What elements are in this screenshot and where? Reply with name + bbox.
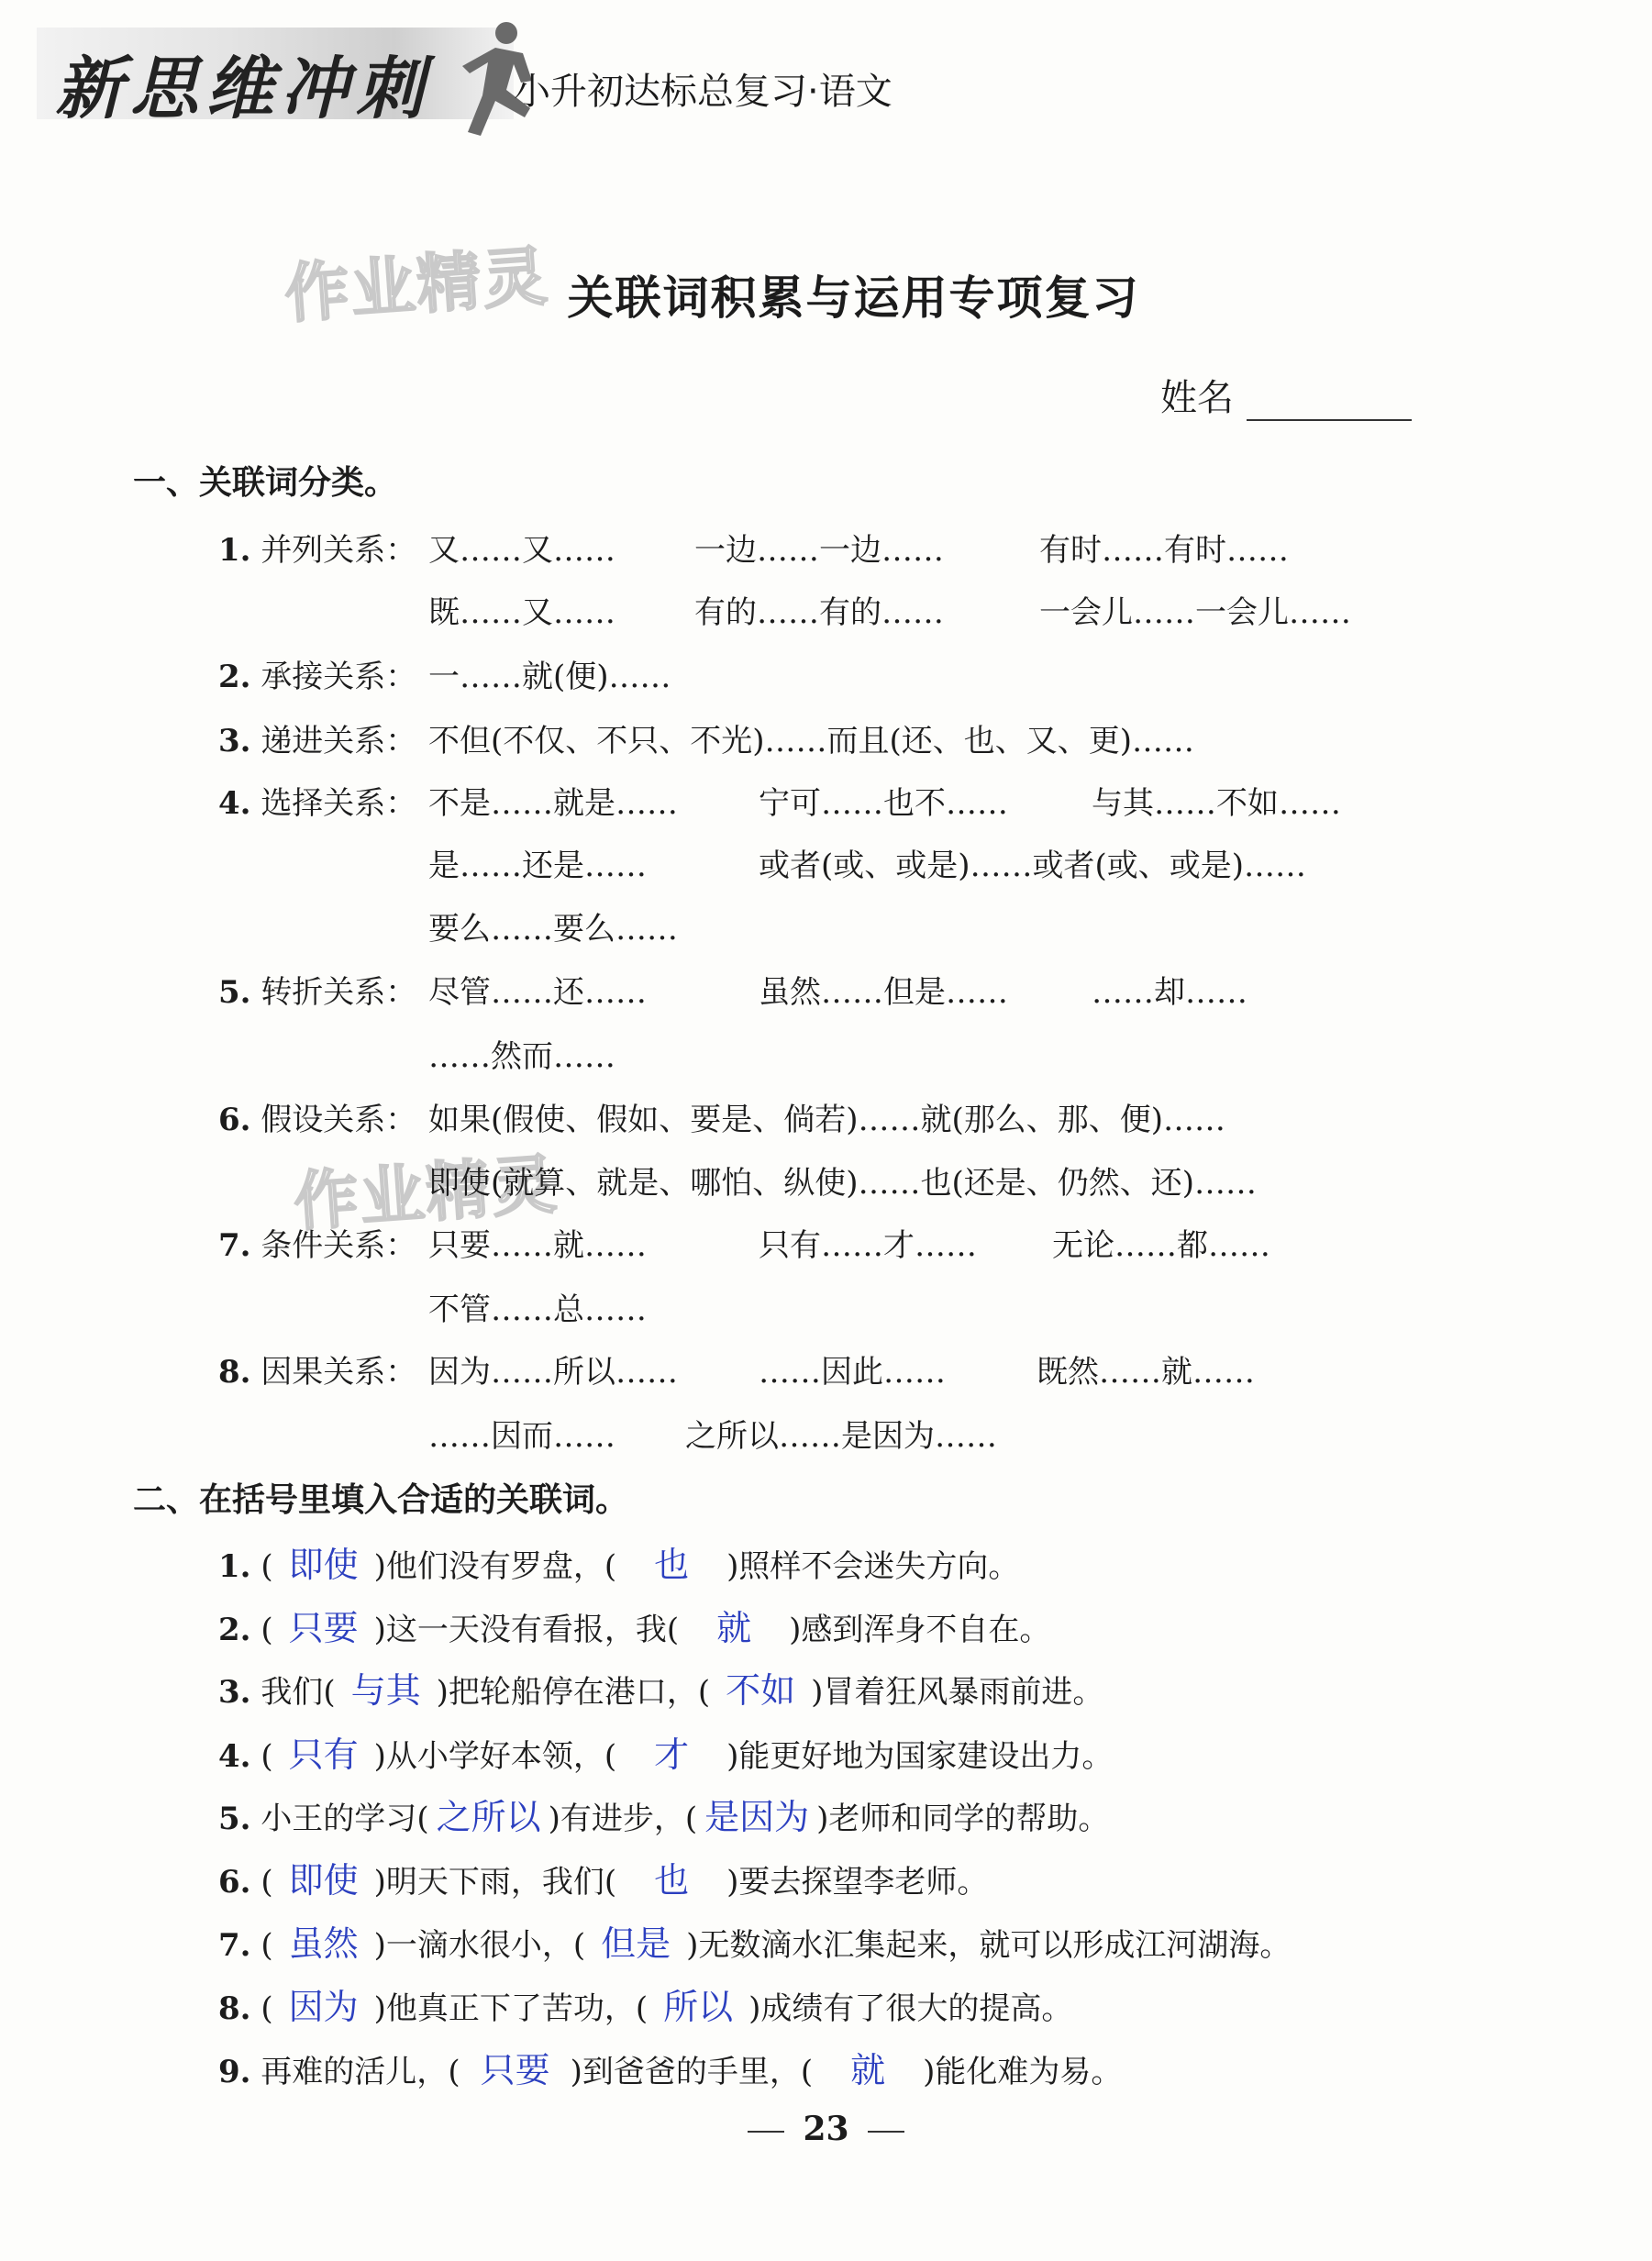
answer-blank[interactable]: 就 <box>850 2050 886 2090</box>
connective-item: 如果(假使、假如、要是、倘若)……就(那么、那、便)…… <box>428 1102 1226 1138</box>
category-label: 2. 承接关系： <box>218 659 417 695</box>
exercise-item: 3. 我们( 与其 )把轮船停在港口，( 不如 )冒着狂风暴雨前进。 <box>218 1662 1103 1712</box>
connective-item: 尽管……还…… <box>428 974 647 1011</box>
page-title: 关联词积累与运用专项复习 <box>567 271 1140 325</box>
connective-item: 既然……就…… <box>1037 1354 1255 1391</box>
header <box>37 17 954 127</box>
section-heading: 一、关联词分类。 <box>133 464 398 502</box>
answer-blank[interactable]: 只有 <box>288 1735 359 1775</box>
name-label: 姓名 <box>1160 377 1234 419</box>
header-subtitle: 小升初达标总复习·语文 <box>514 71 893 113</box>
connective-item: ……因而…… <box>428 1418 615 1455</box>
answer-blank[interactable]: 因为 <box>288 1987 359 2027</box>
connective-item: 之所以……是因为…… <box>685 1418 997 1455</box>
connective-item: 一边……一边…… <box>694 532 944 569</box>
connective-item: 宁可……也不…… <box>759 785 1008 822</box>
section-heading: 二、在括号里填入合适的关联词。 <box>133 1481 629 1519</box>
connective-item: 一会儿……一会儿…… <box>1039 594 1351 631</box>
category-label: 1. 并列关系： <box>218 532 417 569</box>
exercise-item: 8. ( 因为 )他真正下了苦功，( 所以 )成绩有了很大的提高。 <box>218 1978 1072 2029</box>
answer-blank[interactable]: 虽然 <box>288 1923 359 1964</box>
connective-item: ……然而…… <box>428 1038 615 1075</box>
name-field <box>1160 369 1412 421</box>
connective-item: 不但(不仅、不只、不光)……而且(还、也、又、更)…… <box>428 723 1195 759</box>
connective-item: 虽然……但是…… <box>759 974 1008 1011</box>
answer-blank[interactable]: 不如 <box>726 1670 796 1711</box>
connective-item: ……因此…… <box>759 1354 946 1391</box>
connective-item: 因为……所以…… <box>428 1354 678 1391</box>
exercise-item: 6. ( 即使 )明天下雨，我们( 也 )要去探望李老师。 <box>218 1852 988 1902</box>
connective-item: 有时……有时…… <box>1039 532 1289 569</box>
connective-item: ……却…… <box>1092 974 1247 1011</box>
watermark: 作业精灵 <box>291 1147 560 1240</box>
connective-item: 有的……有的…… <box>694 594 944 631</box>
connective-item: 既……又…… <box>428 594 615 631</box>
category-label: 6. 假设关系： <box>218 1102 417 1138</box>
answer-blank[interactable]: 也 <box>654 1545 690 1585</box>
answer-blank[interactable]: 才 <box>654 1735 690 1775</box>
category-label: 5. 转折关系： <box>218 974 417 1011</box>
dash-right <box>868 2131 904 2133</box>
connective-item: 要么……要么…… <box>428 911 678 948</box>
exercise-item: 2. ( 只要 )这一天没有看报，我( 就 )感到浑身不自在。 <box>218 1600 1050 1650</box>
connective-item: 或者(或、或是)……或者(或、或是)…… <box>759 848 1307 884</box>
dash-left <box>748 2131 784 2133</box>
exercise-item: 9. 再难的活儿，( 只要 )到爸爸的手里，( 就 )能化难为易。 <box>218 2042 1122 2092</box>
page-number: 23 <box>0 2110 1652 2148</box>
answer-blank[interactable]: 与其 <box>350 1670 421 1711</box>
brand-logo: 新思维冲刺 <box>55 50 431 128</box>
name-blank <box>1247 382 1412 421</box>
answer-blank[interactable]: 就 <box>716 1608 752 1648</box>
connective-item: 不管……总…… <box>428 1291 647 1328</box>
category-label: 4. 选择关系： <box>218 785 417 822</box>
connective-item: 是……还是…… <box>428 848 647 884</box>
exercise-item: 4. ( 只有 )从小学好本领，( 才 )能更好地为国家建设出力。 <box>218 1726 1113 1777</box>
connective-item: 只要……就…… <box>428 1227 647 1264</box>
connective-item: 即使(就算、就是、哪怕、纵使)……也(还是、仍然、还)…… <box>428 1165 1258 1202</box>
answer-blank[interactable]: 之所以 <box>436 1797 541 1837</box>
answer-blank[interactable]: 也 <box>654 1860 690 1901</box>
answer-blank[interactable]: 即使 <box>288 1860 359 1901</box>
connective-item: 又……又…… <box>428 532 615 569</box>
answer-blank[interactable]: 所以 <box>663 1987 734 2027</box>
exercise-item: 7. ( 虽然 )一滴水很小，( 但是 )无数滴水汇集起来，就可以形成江河湖海。 <box>218 1915 1291 1966</box>
category-label: 3. 递进关系： <box>218 723 417 759</box>
connective-item: 一……就(便)…… <box>428 659 671 695</box>
answer-blank[interactable]: 但是 <box>601 1923 671 1964</box>
answer-blank[interactable]: 只要 <box>288 1608 359 1648</box>
watermark: 作业精灵 <box>282 238 551 332</box>
category-label: 8. 因果关系： <box>218 1354 417 1391</box>
connective-item: 与其……不如…… <box>1092 785 1341 822</box>
answer-blank[interactable]: 即使 <box>288 1545 359 1585</box>
exercise-item: 1. ( 即使 )他们没有罗盘，( 也 )照样不会迷失方向。 <box>218 1536 1019 1587</box>
connective-item: 只有……才…… <box>759 1227 977 1264</box>
category-label: 7. 条件关系： <box>218 1227 417 1264</box>
answer-blank[interactable]: 只要 <box>480 2050 550 2090</box>
answer-blank[interactable]: 是因为 <box>704 1797 810 1837</box>
exercise-item: 5. 小王的学习( 之所以 )有进步，( 是因为 )老师和同学的帮助。 <box>218 1789 1109 1839</box>
connective-item: 无论……都…… <box>1052 1227 1270 1264</box>
connective-item: 不是……就是…… <box>428 785 678 822</box>
